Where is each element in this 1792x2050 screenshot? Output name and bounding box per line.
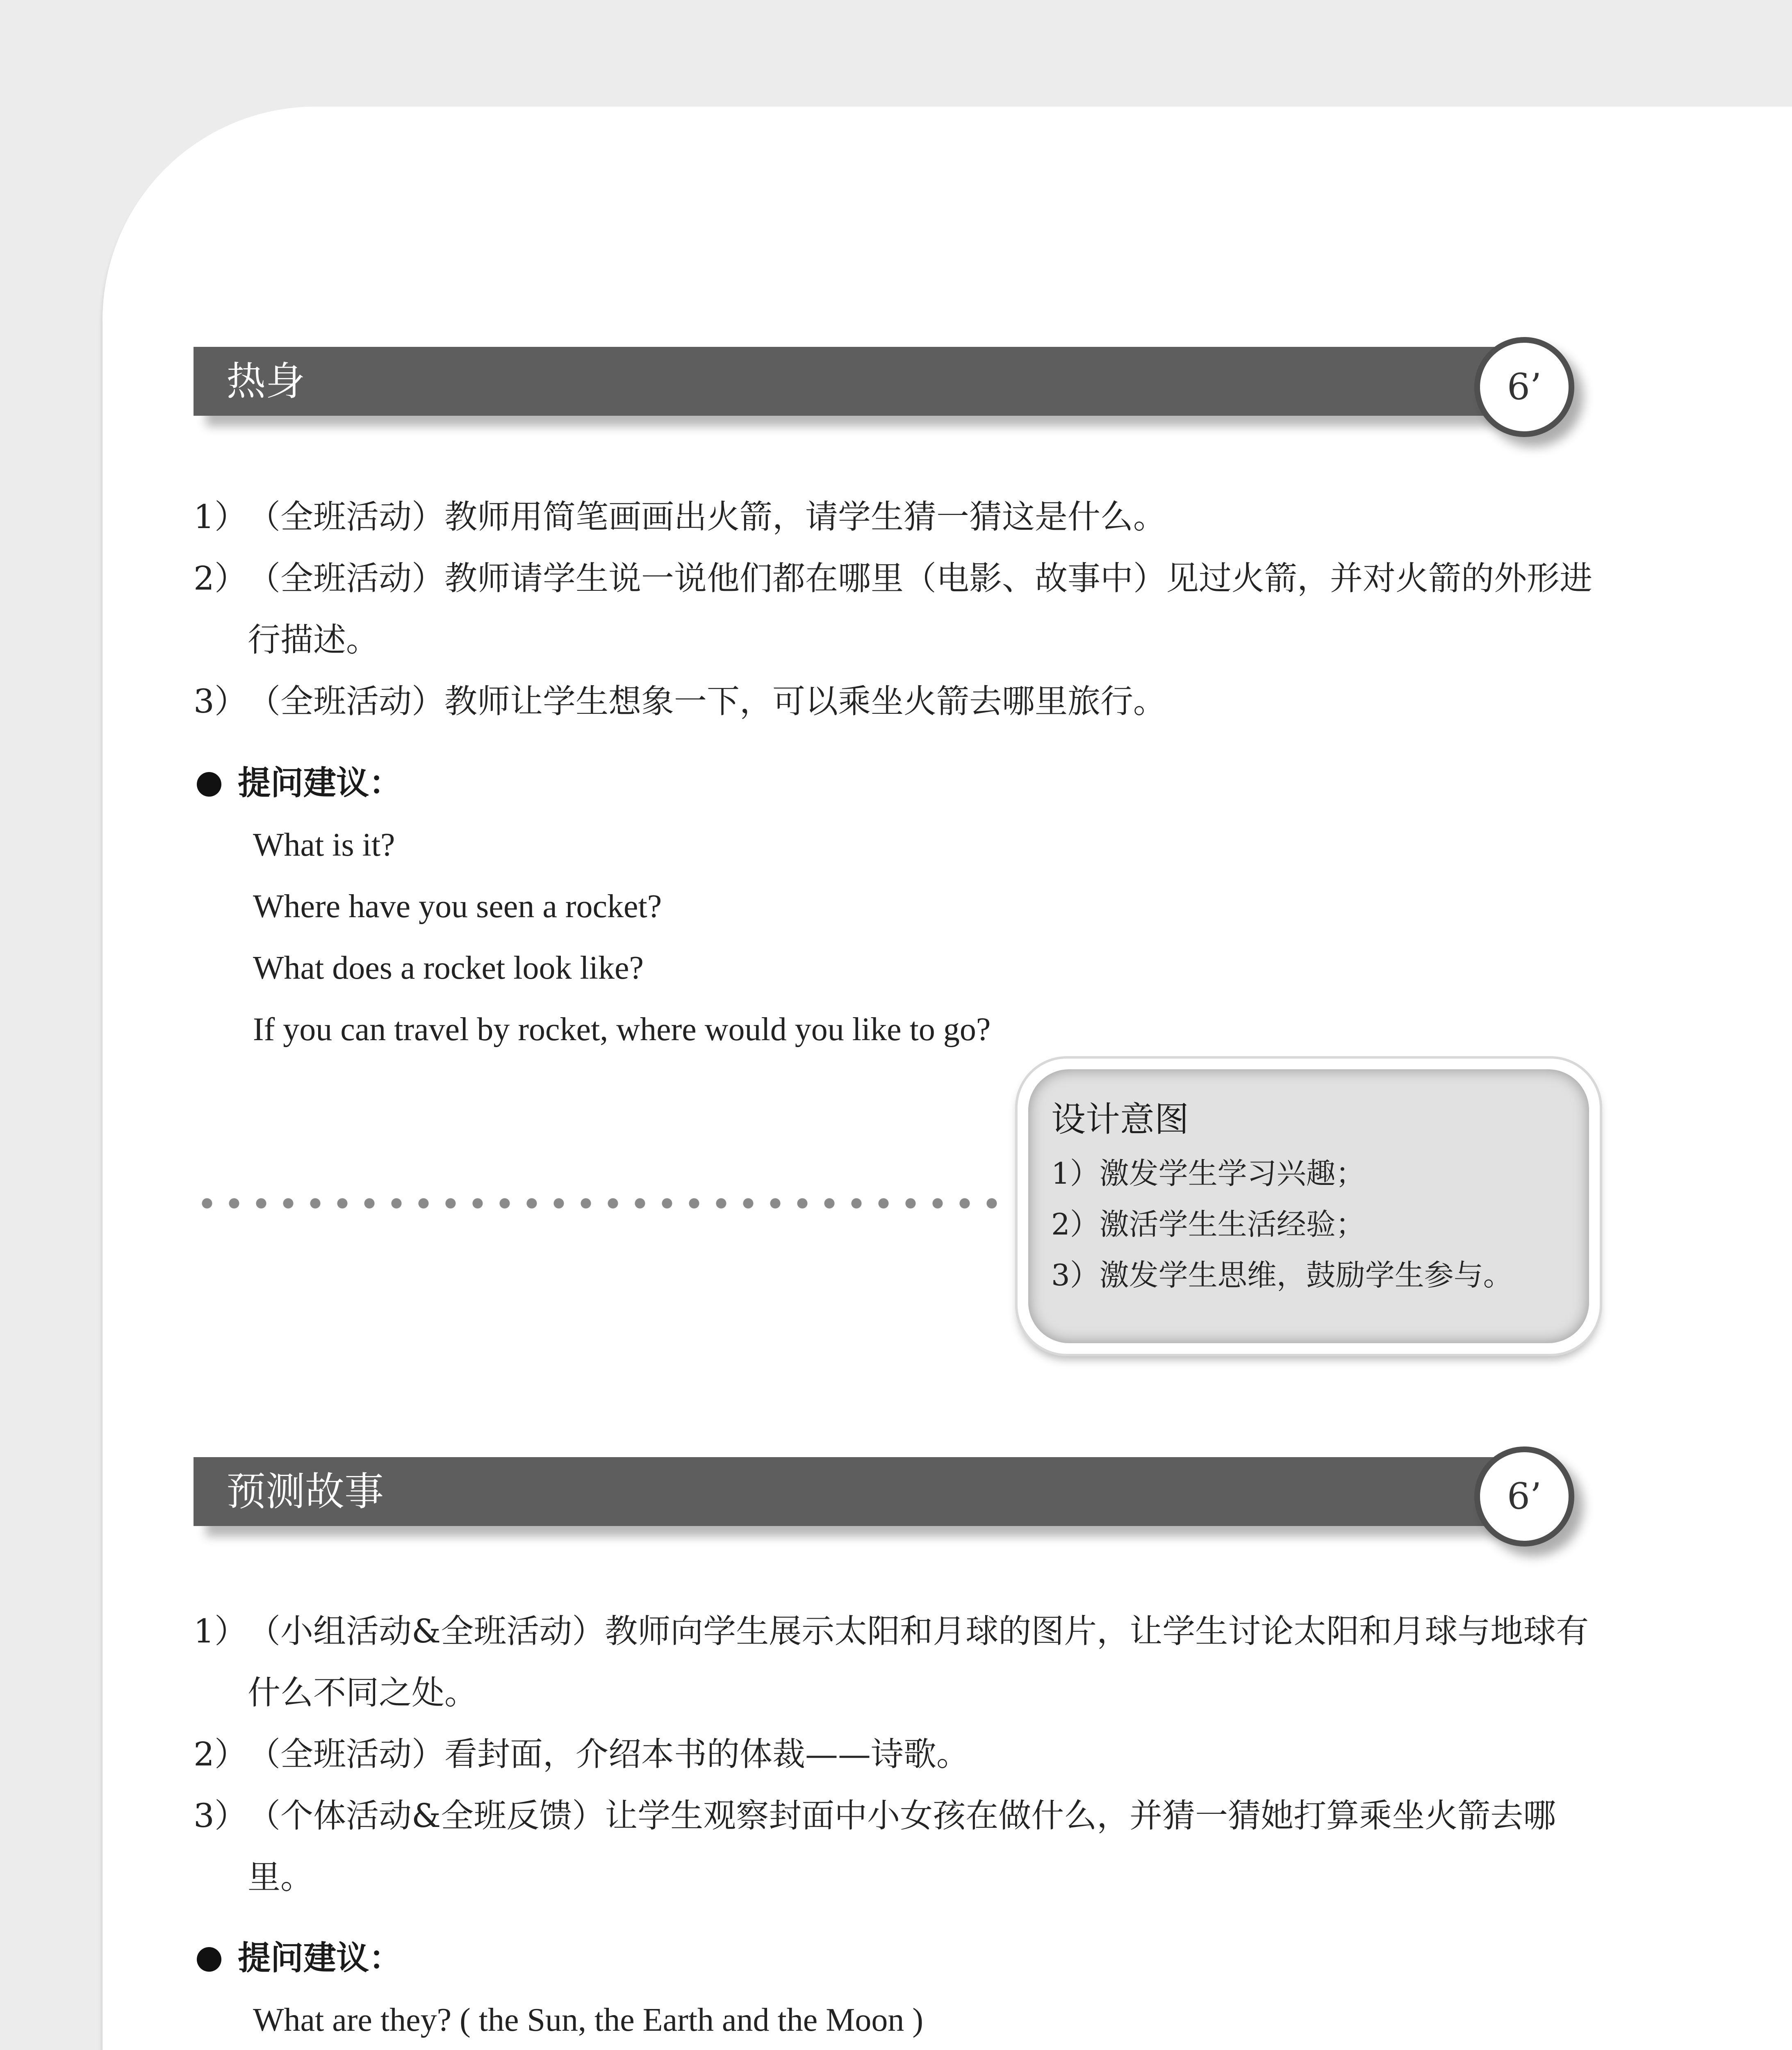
time-badge-predict-story: 6’ bbox=[1474, 1446, 1574, 1547]
question-item: What does a rocket look like? bbox=[253, 950, 644, 986]
question-item: What is it? bbox=[253, 827, 395, 863]
question-tips-heading: 提问建议： bbox=[197, 1934, 402, 1983]
question-item: If you can travel by rocket, where would you like to go? bbox=[253, 1011, 991, 1048]
dotted-divider bbox=[194, 1197, 1013, 1210]
design-intent-box bbox=[1018, 1059, 1600, 1354]
question-list-warmup bbox=[253, 814, 990, 1060]
question-item: What are they? ( the Sun, the Earth and the Moon ) bbox=[253, 2002, 923, 2038]
question-tips-heading: 提问建议： bbox=[197, 758, 402, 808]
activity-list-predict-story bbox=[194, 1601, 1604, 1908]
bullet-icon bbox=[197, 1947, 221, 1972]
activity-item: 1）（全班活动）教师用简笔画画出火箭，请学生猜一猜这是什么。 bbox=[194, 498, 1166, 536]
time-badge-warmup: 6’ bbox=[1474, 337, 1574, 437]
question-item: Where have you seen a rocket? bbox=[253, 888, 662, 925]
activity-item: 3）（个体活动&全班反馈）让学生观察封面中小女孩在做什么，并猜一猜她打算乘坐火箭去哪里。 bbox=[194, 1797, 1556, 1896]
activity-item: 3）（全班活动）教师让学生想象一下，可以乘坐火箭去哪里旅行。 bbox=[194, 682, 1166, 720]
design-intent-list bbox=[1051, 1148, 1573, 1301]
bullet-icon bbox=[197, 772, 221, 797]
question-list-predict-story bbox=[253, 1989, 957, 2050]
design-intent-item: 1）激发学生学习兴趣； bbox=[1051, 1156, 1365, 1191]
section-header-warmup bbox=[194, 347, 1522, 416]
activity-item: 2）（全班活动）教师请学生说一说他们都在哪里（电影、故事中）见过火箭，并对火箭的外形进行描述。 bbox=[194, 559, 1592, 659]
design-intent-panel bbox=[1028, 1069, 1589, 1343]
design-intent-item: 3）激发学生思维，鼓励学生参与。 bbox=[1051, 1258, 1513, 1292]
section-title: 热身 bbox=[226, 358, 305, 404]
section-title: 预测故事 bbox=[226, 1469, 384, 1515]
activity-item: 1）（小组活动&全班活动）教师向学生展示太阳和月球的图片，让学生讨论太阳和月球与地球有什么不同之处。 bbox=[194, 1612, 1589, 1712]
activity-list-warmup bbox=[194, 486, 1604, 732]
design-intent-title: 设计意图 bbox=[1051, 1099, 1189, 1139]
activity-item: 2）（全班活动）看封面，介绍本书的体裁——诗歌。 bbox=[194, 1735, 969, 1773]
section-header-predict-story bbox=[194, 1457, 1522, 1526]
design-intent-item: 2）激活学生生活经验； bbox=[1051, 1207, 1365, 1241]
